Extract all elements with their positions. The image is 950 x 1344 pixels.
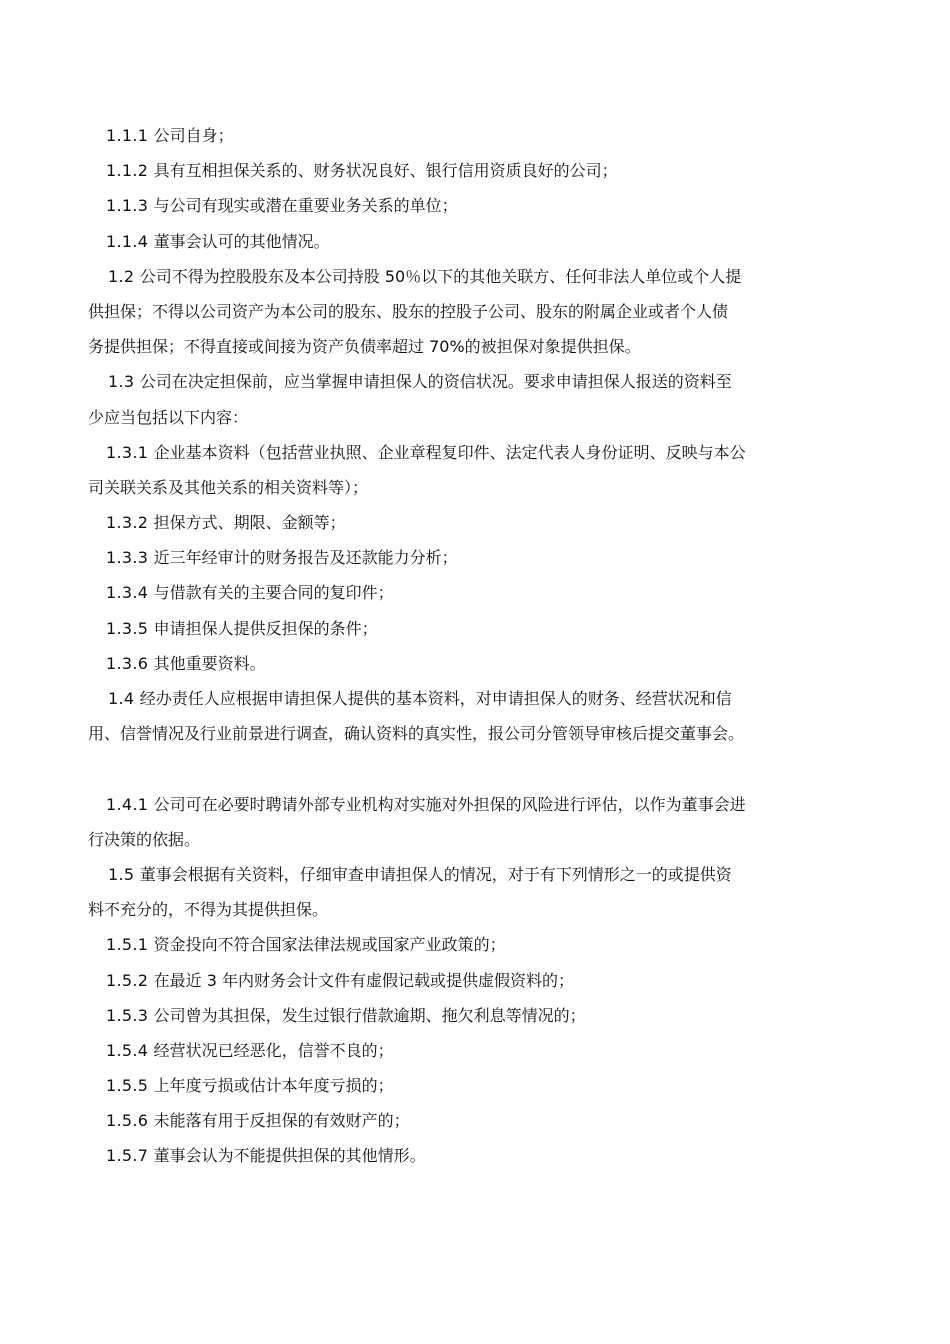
clause-1-5-3 bbox=[88, 998, 868, 1033]
clause-1-3-2 bbox=[88, 505, 868, 540]
clause-1-4-cont bbox=[88, 716, 868, 751]
clause-number: 1.1.3 bbox=[106, 196, 149, 216]
clause-1-2-cont-2 bbox=[88, 329, 868, 364]
clause-text: 近三年经审计的财务报告及还款能力分析； bbox=[153, 548, 458, 568]
clause-text: 经营状况已经恶化，信誉不良的； bbox=[153, 1040, 394, 1060]
clause-number: 1.3 bbox=[108, 372, 135, 392]
clause-number: 1.2 bbox=[108, 266, 135, 286]
clause-1-3-1-cont bbox=[88, 470, 868, 505]
clause-text: 与公司有现实或潜在重要业务关系的单位； bbox=[153, 196, 458, 216]
clause-1-3-5 bbox=[88, 611, 868, 646]
clause-1-1-3 bbox=[88, 188, 868, 223]
clause-text: 资金投向不符合国家法律法规或国家产业政策的； bbox=[153, 935, 506, 955]
clause-number: 1.3.2 bbox=[106, 513, 149, 533]
clause-text: 司关联关系及其他关系的相关资料等）； bbox=[88, 477, 369, 497]
clause-text: 料不充分的，不得为其提供担保。 bbox=[88, 900, 329, 920]
clause-1-5-2 bbox=[88, 963, 868, 998]
clause-text: 公司在决定担保前，应当掌握申请担保人的资信状况。要求申请担保人报送的资料至 bbox=[139, 372, 732, 392]
clause-number: 1.1.4 bbox=[106, 231, 149, 251]
clause-1-2 bbox=[88, 259, 868, 294]
clause-1-4-1-cont bbox=[88, 822, 868, 857]
blank-line bbox=[88, 751, 868, 786]
clause-text: 董事会认为不能提供担保的其他情形。 bbox=[153, 1146, 426, 1166]
clause-number: 1.5.6 bbox=[106, 1111, 149, 1131]
clause-1-5 bbox=[88, 857, 868, 892]
clause-text: 务提供担保；不得直接或间接为资产负债率超过 70%的被担保对象提供担保。 bbox=[88, 337, 641, 357]
clause-text: 经办责任人应根据申请担保人提供的基本资料，对申请担保人的财务、经营状况和信 bbox=[139, 689, 732, 708]
clause-number: 1.5 bbox=[108, 864, 135, 884]
clause-text: 公司自身； bbox=[153, 126, 234, 145]
clause-1-3 bbox=[88, 364, 868, 399]
clause-1-5-7 bbox=[88, 1138, 868, 1173]
clause-text: 申请担保人提供反担保的条件； bbox=[153, 618, 378, 638]
clause-number: 1.1.1 bbox=[106, 126, 149, 145]
clause-number: 1.5.5 bbox=[106, 1076, 149, 1096]
clause-1-4 bbox=[88, 681, 868, 716]
clause-text: 上年度亏损或估计本年度亏损的； bbox=[153, 1076, 394, 1096]
clause-number: 1.5.1 bbox=[106, 935, 149, 955]
clause-number: 1.4.1 bbox=[106, 794, 149, 814]
clause-text: 行决策的依据。 bbox=[88, 829, 201, 849]
clause-1-3-4 bbox=[88, 575, 868, 610]
clause-text: 与借款有关的主要合同的复印件； bbox=[153, 583, 394, 603]
clause-text: 公司可在必要时聘请外部专业机构对实施对外担保的风险进行评估，以作为董事会进 bbox=[153, 794, 746, 814]
clause-1-5-5 bbox=[88, 1068, 868, 1103]
clause-number: 1.4 bbox=[108, 689, 135, 708]
clause-1-5-4 bbox=[88, 1033, 868, 1068]
clause-text: 供担保；不得以公司资产为本公司的股东、股东的控股子公司、股东的附属企业或者个人债 bbox=[88, 301, 729, 321]
clause-text: 具有互相担保关系的、财务状况良好、银行信用资质良好的公司； bbox=[153, 161, 618, 181]
clause-1-3-6 bbox=[88, 646, 868, 681]
clause-1-2-cont-1 bbox=[88, 294, 868, 329]
clause-number: 1.5.3 bbox=[106, 1005, 149, 1025]
clause-number: 1.3.3 bbox=[106, 548, 149, 568]
clause-text: 董事会认可的其他情况。 bbox=[153, 231, 330, 251]
clause-1-1-1 bbox=[88, 118, 868, 153]
clause-number: 1.5.7 bbox=[106, 1146, 149, 1166]
clause-1-5-cont bbox=[88, 892, 868, 927]
clause-1-5-6 bbox=[88, 1103, 868, 1138]
clause-text: 公司不得为控股股东及本公司持股 50％以下的其他关联方、任何非法人单位或个人提 bbox=[139, 266, 742, 286]
clause-text: 在最近 3 年内财务会计文件有虚假记载或提供虚假资料的； bbox=[153, 970, 574, 990]
clause-text: 其他重要资料。 bbox=[153, 653, 266, 673]
clause-1-1-4 bbox=[88, 224, 868, 259]
clause-1-4-1 bbox=[88, 787, 868, 822]
clause-number: 1.5.2 bbox=[106, 970, 149, 990]
clause-text: 用、信誉情况及行业前景进行调查，确认资料的真实性，报公司分管领导审核后提交董事会。 bbox=[88, 724, 745, 744]
clause-text: 公司曾为其担保，发生过银行借款逾期、拖欠利息等情况的； bbox=[153, 1005, 586, 1025]
clause-number: 1.3.6 bbox=[106, 653, 149, 673]
clause-number: 1.5.4 bbox=[106, 1040, 149, 1060]
clause-1-3-3 bbox=[88, 540, 868, 575]
clause-text: 少应当包括以下内容： bbox=[88, 407, 249, 427]
clause-number: 1.3.4 bbox=[106, 583, 149, 603]
clause-text: 担保方式、期限、金额等； bbox=[153, 513, 346, 533]
clause-1-3-1 bbox=[88, 435, 868, 470]
clause-1-5-1 bbox=[88, 927, 868, 962]
clause-text: 企业基本资料（包括营业执照、企业章程复印件、法定代表人身份证明、反映与本公 bbox=[153, 442, 746, 462]
clause-number: 1.3.5 bbox=[106, 618, 149, 638]
clause-1-3-cont bbox=[88, 400, 868, 435]
clause-number: 1.3.1 bbox=[106, 442, 149, 462]
clause-text: 未能落有用于反担保的有效财产的； bbox=[153, 1111, 410, 1131]
clause-text: 董事会根据有关资料，仔细审查申请担保人的情况，对于有下列情形之一的或提供资 bbox=[139, 864, 732, 884]
clause-1-1-2 bbox=[88, 153, 868, 188]
clause-number: 1.1.2 bbox=[106, 161, 149, 181]
document-body bbox=[88, 118, 868, 1174]
